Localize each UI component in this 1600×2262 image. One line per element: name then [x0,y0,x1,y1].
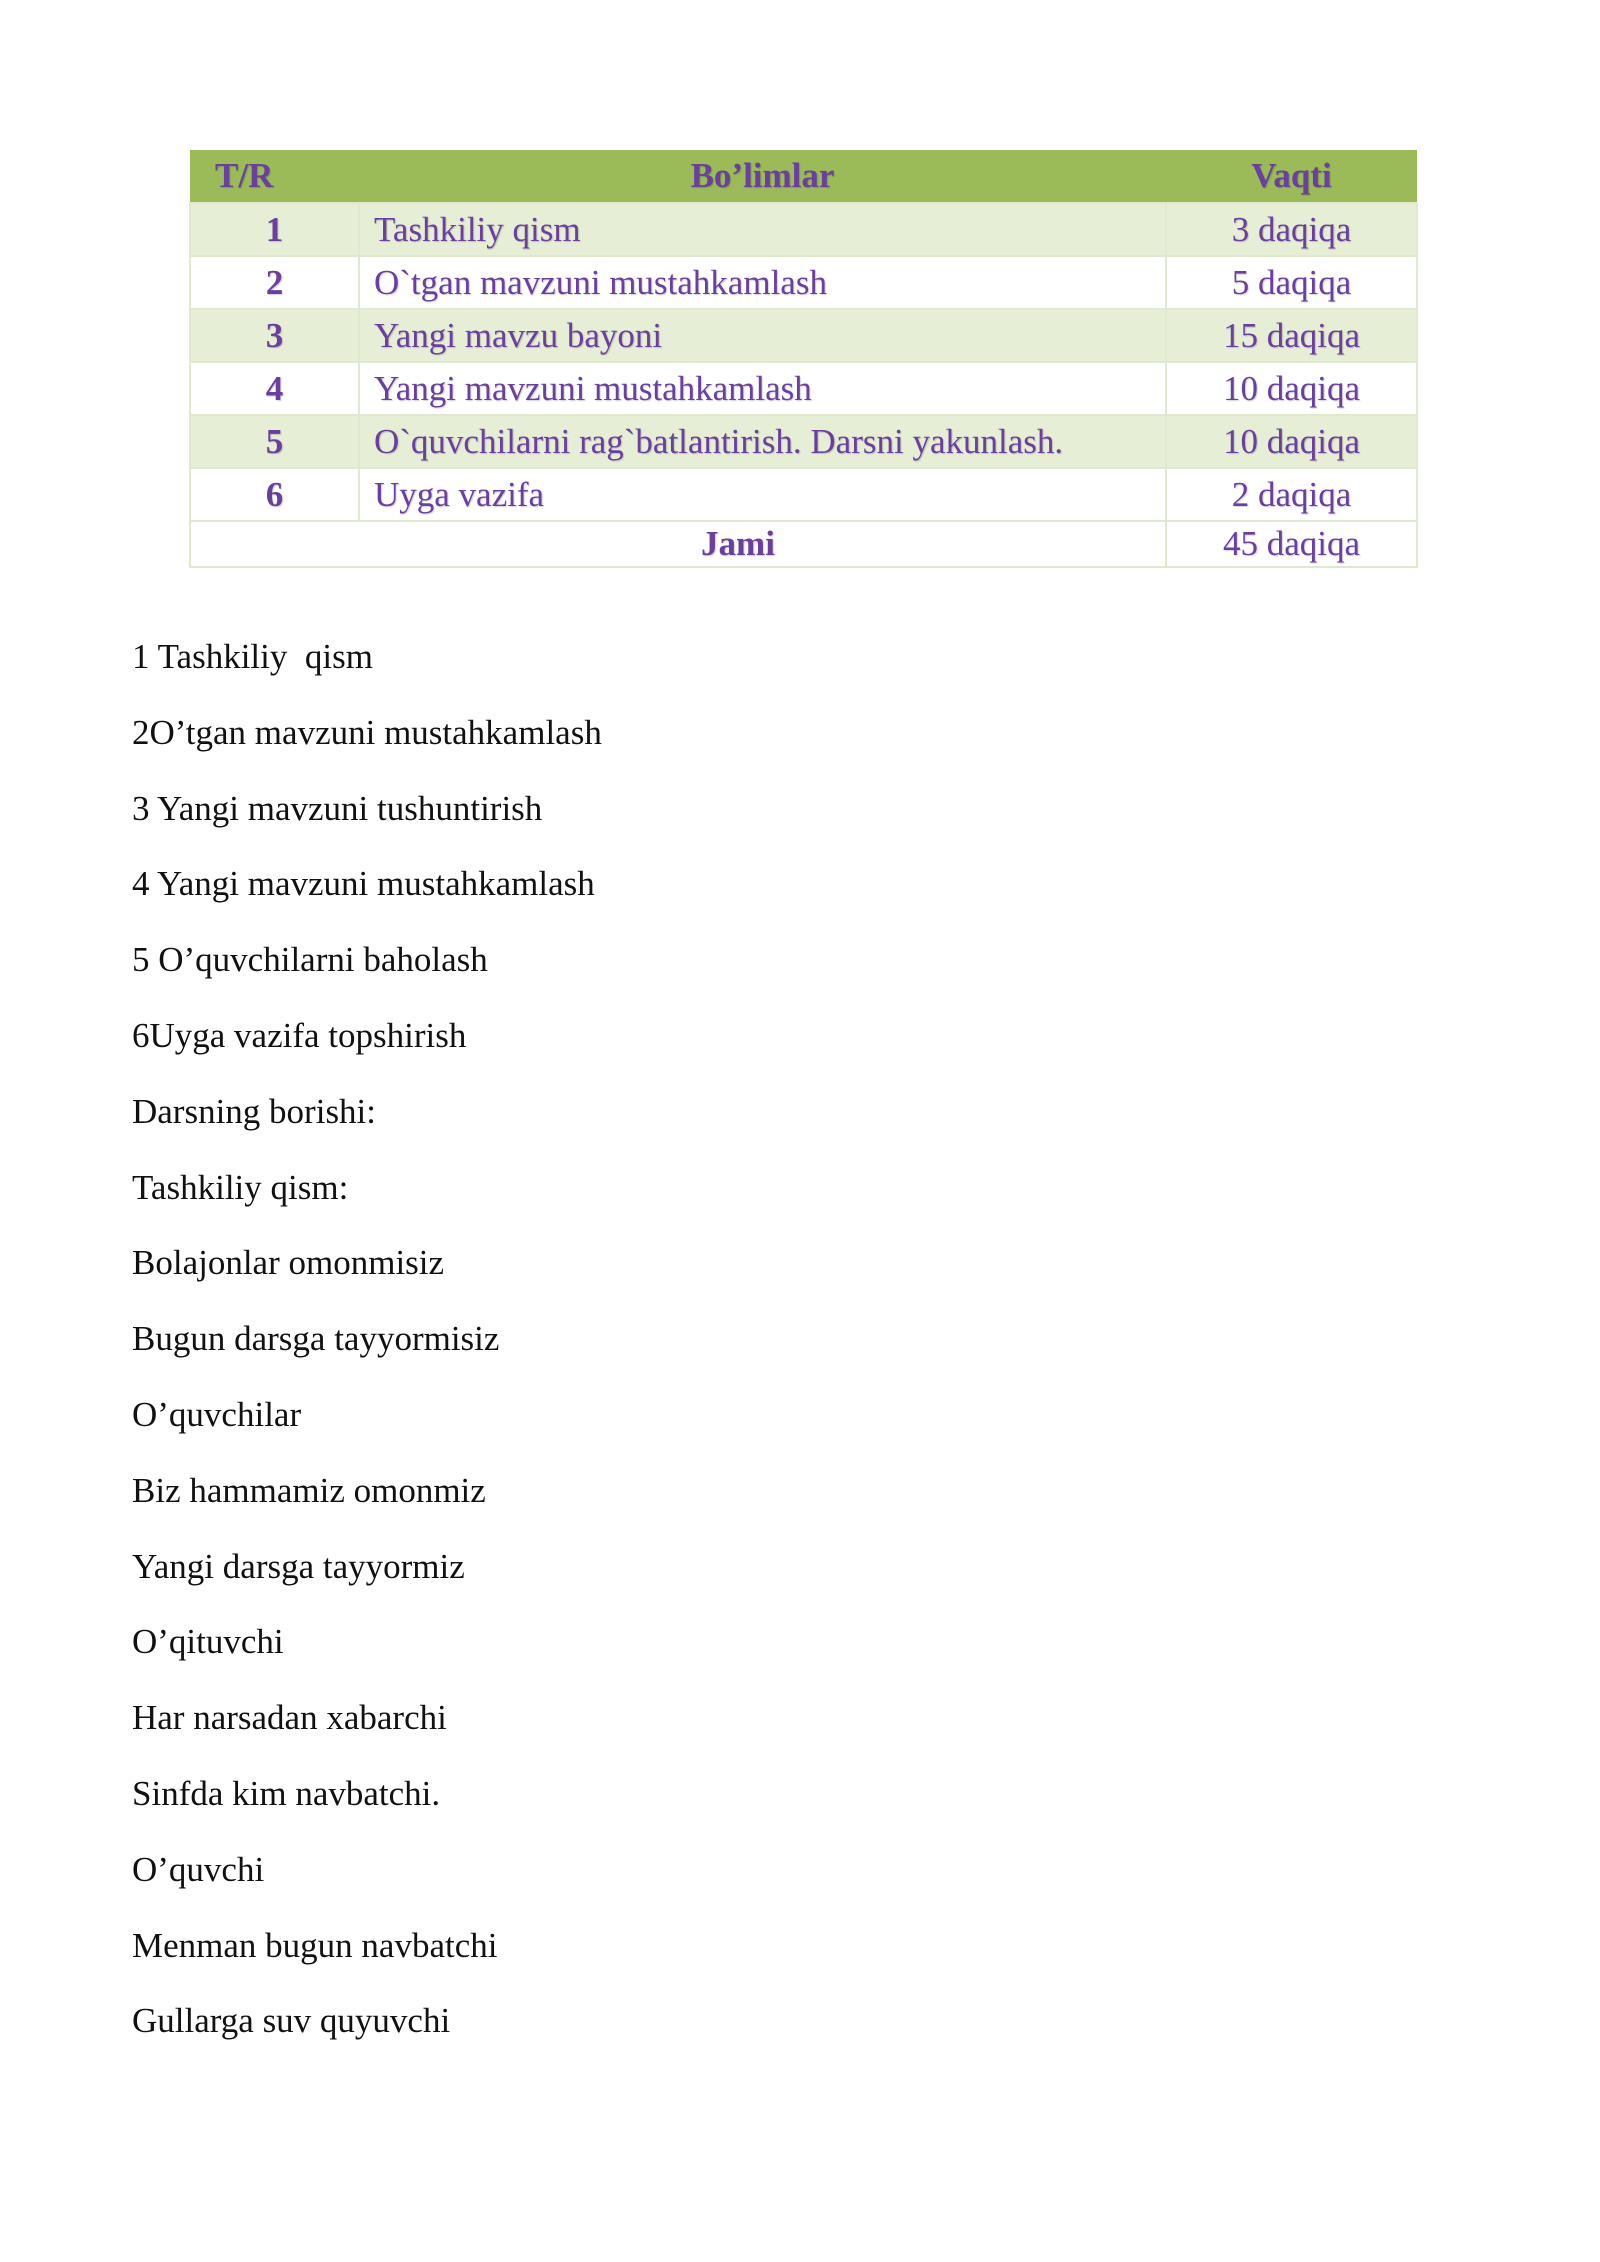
lesson-text [132,628,602,2068]
total-time: 45 daqiqa [1166,521,1417,567]
row-number: 4 [190,362,359,415]
row-number: 6 [190,468,359,521]
row-time: 15 daqiqa [1166,309,1417,362]
row-time: 5 daqiqa [1166,256,1417,309]
text-line: Yangi darsga tayyormiz [132,1546,465,1586]
text-line: 6Uyga vazifa topshirish [132,1015,467,1055]
row-time: 3 daqiqa [1166,203,1417,256]
row-number: 1 [190,203,359,256]
table-total-row [190,521,1417,567]
header-time: Vaqti [1166,150,1417,203]
header-sections: Bo’limlar [359,150,1166,203]
table-row [190,468,1417,521]
row-section: O`quvchilarni rag`batlantirish. Darsni yakunlash. [359,415,1166,468]
text-line: Tashkiliy qism: [132,1167,349,1207]
total-label: Jami [190,521,1166,567]
text-line: 5 O’quvchilarni baholash [132,940,488,980]
row-time: 2 daqiqa [1166,468,1417,521]
row-time: 10 daqiqa [1166,362,1417,415]
row-number: 3 [190,309,359,362]
row-number: 5 [190,415,359,468]
text-line: Sinfda kim navbatchi. [132,1773,441,1813]
text-line: O’qituvchi [132,1622,284,1662]
row-section: Tashkiliy qism [359,203,1166,256]
row-number: 2 [190,256,359,309]
table-row [190,415,1417,468]
text-line: 3 Yangi mavzuni tushuntirish [132,788,543,828]
row-section: O`tgan mavzuni mustahkamlash [359,256,1166,309]
text-line: Bugun darsga tayyormisiz [132,1319,500,1359]
table-row [190,203,1417,256]
row-section: Yangi mavzuni mustahkamlash [359,362,1166,415]
text-line: 4 Yangi mavzuni mustahkamlash [132,864,595,904]
table-row [190,309,1417,362]
header-tr: T/R [190,150,359,203]
lesson-plan-table [189,150,1418,568]
text-line: 2O’tgan mavzuni mustahkamlash [132,712,602,752]
text-line: Gullarga suv quyuvchi [132,2001,451,2041]
text-line: Menman bugun navbatchi [132,1925,498,1965]
row-section: Uyga vazifa [359,468,1166,521]
text-line: O’quvchilar [132,1394,302,1434]
table-row [190,256,1417,309]
text-line: O’quvchi [132,1849,265,1889]
table-row [190,362,1417,415]
text-line: Darsning borishi: [132,1091,377,1131]
text-line: Bolajonlar omonmisiz [132,1243,445,1283]
text-line: Har narsadan xabarchi [132,1698,447,1738]
text-line: 1 Tashkiliy qism [132,637,373,676]
table-header-row [190,150,1417,203]
row-time: 10 daqiqa [1166,415,1417,468]
text-line: Biz hammamiz omonmiz [132,1470,486,1510]
row-section: Yangi mavzu bayoni [359,309,1166,362]
